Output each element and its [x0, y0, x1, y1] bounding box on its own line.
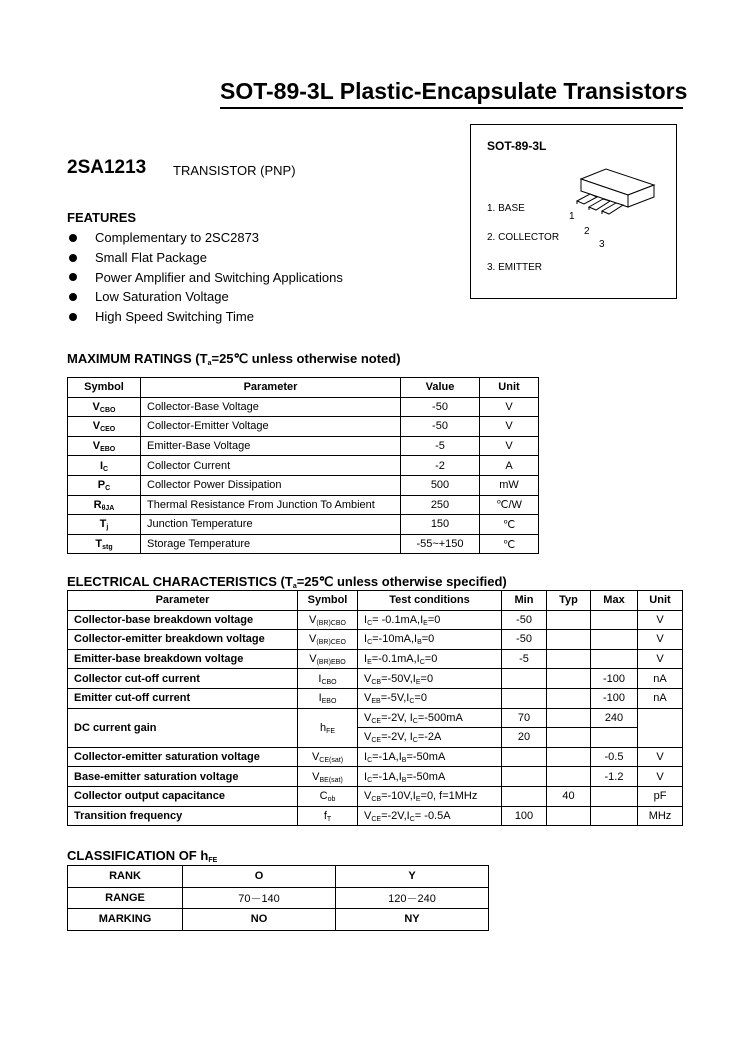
- feature-item: Small Flat Package: [67, 248, 343, 268]
- parameter-cell: Collector-Base Voltage: [141, 397, 401, 417]
- table-row: [68, 630, 683, 650]
- rank-y-cell: 120－240: [336, 887, 489, 909]
- parameter-cell: Transition frequency: [68, 806, 298, 826]
- table-row: [68, 456, 539, 476]
- min-cell: [502, 688, 547, 708]
- symbol-cell: $h_{FE}$: [298, 708, 358, 747]
- bullet-icon: [69, 254, 77, 262]
- unit-cell: V: [638, 610, 683, 630]
- parameter-cell: Collector Current: [141, 456, 401, 476]
- condition-cell: $V_{CE}=-2V$, $I_C=-2A$: [358, 728, 502, 748]
- symbol-cell: $I_C$: [68, 456, 141, 476]
- label-cell: RANGE: [68, 887, 183, 909]
- parameter-cell: Collector-base breakdown voltage: [68, 610, 298, 630]
- bullet-icon: [69, 313, 77, 321]
- column-header: Symbol: [298, 591, 358, 611]
- column-header: Typ: [547, 591, 591, 611]
- table-row: [68, 806, 683, 826]
- features-list: [67, 228, 343, 326]
- pin-emitter-label: 3. EMITTER: [487, 262, 543, 273]
- max-cell: [591, 610, 638, 630]
- condition-cell: $V_{CB}=-50V,I_E=0$: [358, 669, 502, 689]
- parameter-cell: Emitter-base breakdown voltage: [68, 649, 298, 669]
- symbol-cell: $V_{(BR)CEO}$: [298, 630, 358, 650]
- feature-item: High Speed Switching Time: [67, 307, 343, 327]
- max-cell: [591, 806, 638, 826]
- min-cell: [502, 767, 547, 787]
- unit-cell: pF: [638, 786, 683, 806]
- typ-cell: [547, 806, 591, 826]
- column-header: Symbol: [68, 378, 141, 398]
- feature-item: Power Amplifier and Switching Applications: [67, 267, 343, 287]
- symbol-cell: $V_{(BR)CBO}$: [298, 610, 358, 630]
- column-header: Parameter: [68, 591, 298, 611]
- unit-cell: MHz: [638, 806, 683, 826]
- min-cell: [502, 669, 547, 689]
- table-row: [68, 515, 539, 535]
- rank-y-cell: Y: [336, 866, 489, 888]
- electrical-heading: ELECTRICAL CHARACTERISTICS ($T_a=25℃$ unless otherwise specified): [67, 574, 507, 590]
- max-cell: [591, 786, 638, 806]
- table-row: [68, 909, 489, 931]
- symbol-cell: $V_{CBO}$: [68, 397, 141, 417]
- unit-cell: V: [480, 417, 539, 437]
- parameter-cell: Collector-emitter saturation voltage: [68, 747, 298, 767]
- label-cell: RANK: [68, 866, 183, 888]
- max-cell: -100: [591, 669, 638, 689]
- column-header: Unit: [480, 378, 539, 398]
- electrical-characteristics-table: [67, 590, 683, 826]
- min-cell: -5: [502, 649, 547, 669]
- min-cell: [502, 747, 547, 767]
- parameter-cell: Junction Temperature: [141, 515, 401, 535]
- parameter-cell: Storage Temperature: [141, 534, 401, 554]
- parameter-cell: Thermal Resistance From Junction To Ambient: [141, 495, 401, 515]
- feature-item: Complementary to 2SC2873: [67, 228, 343, 248]
- value-cell: -5: [401, 436, 480, 456]
- table-row: [68, 688, 683, 708]
- table-row: [68, 649, 683, 669]
- bullet-icon: [69, 234, 77, 242]
- parameter-cell: Collector Power Dissipation: [141, 475, 401, 495]
- typ-cell: [547, 708, 591, 728]
- table-row: [68, 436, 539, 456]
- classification-heading: CLASSIFICATION OF $h_{FE}$: [67, 848, 218, 864]
- pin-3-number: 3: [599, 239, 605, 250]
- table-row: [68, 417, 539, 437]
- feature-item: Low Saturation Voltage: [67, 287, 343, 307]
- symbol-cell: $T_{stg}$: [68, 534, 141, 554]
- parameter-cell: Collector-Emitter Voltage: [141, 417, 401, 437]
- unit-cell: V: [638, 767, 683, 787]
- max-ratings-table: [67, 377, 539, 554]
- rank-o-cell: O: [183, 866, 336, 888]
- symbol-cell: $P_C$: [68, 475, 141, 495]
- value-cell: 250: [401, 495, 480, 515]
- symbol-cell: $I_{CBO}$: [298, 669, 358, 689]
- rank-o-cell: NO: [183, 909, 336, 931]
- max-cell: [591, 649, 638, 669]
- table-row: [68, 767, 683, 787]
- parameter-cell: Collector cut-off current: [68, 669, 298, 689]
- table-row: [68, 610, 683, 630]
- max-cell: -0.5: [591, 747, 638, 767]
- part-number: 2SA1213: [67, 157, 147, 178]
- unit-cell: ℃/W: [480, 495, 539, 515]
- parameter-cell: Base-emitter saturation voltage: [68, 767, 298, 787]
- unit-cell: [638, 708, 683, 747]
- rank-o-cell: 70－140: [183, 887, 336, 909]
- max-ratings-heading: MAXIMUM RATINGS ($T_a=25℃$ unless otherwise noted): [67, 351, 401, 367]
- typ-cell: [547, 767, 591, 787]
- unit-cell: ℃: [480, 534, 539, 554]
- min-cell: [502, 786, 547, 806]
- unit-cell: ℃: [480, 515, 539, 535]
- parameter-cell: Emitter-Base Voltage: [141, 436, 401, 456]
- min-cell: 100: [502, 806, 547, 826]
- condition-cell: $V_{CB}=-10V,I_E=0$, f=1MHz: [358, 786, 502, 806]
- typ-cell: [547, 728, 591, 748]
- title-underline: [220, 107, 683, 109]
- table-row: [68, 887, 489, 909]
- symbol-cell: $V_{EBO}$: [68, 436, 141, 456]
- symbol-cell: $R_{\theta JA}$: [68, 495, 141, 515]
- bullet-icon: [69, 273, 77, 281]
- page-title: SOT-89-3L Plastic-Encapsulate Transistors: [220, 78, 688, 104]
- typ-cell: [547, 610, 591, 630]
- symbol-cell: $I_{EBO}$: [298, 688, 358, 708]
- label-cell: MARKING: [68, 909, 183, 931]
- value-cell: -50: [401, 417, 480, 437]
- parameter-cell: DC current gain: [68, 708, 298, 747]
- parameter-cell: Collector output capacitance: [68, 786, 298, 806]
- features-heading: FEATURES: [67, 210, 137, 225]
- max-cell: -100: [591, 688, 638, 708]
- unit-cell: mW: [480, 475, 539, 495]
- condition-cell: $I_E=-0.1mA,I_C=0$: [358, 649, 502, 669]
- typ-cell: [547, 688, 591, 708]
- unit-cell: V: [480, 397, 539, 417]
- value-cell: 500: [401, 475, 480, 495]
- min-cell: 70: [502, 708, 547, 728]
- bullet-icon: [69, 293, 77, 301]
- table-row: [68, 747, 683, 767]
- parameter-cell: Collector-emitter breakdown voltage: [68, 630, 298, 650]
- symbol-cell: $V_{BE(sat)}$: [298, 767, 358, 787]
- rank-y-cell: NY: [336, 909, 489, 931]
- unit-cell: V: [638, 747, 683, 767]
- typ-cell: [547, 669, 591, 689]
- unit-cell: V: [480, 436, 539, 456]
- condition-cell: $V_{EB}=-5V,I_C=0$: [358, 688, 502, 708]
- condition-cell: $I_C=-10mA,I_B=0$: [358, 630, 502, 650]
- value-cell: -55~+150: [401, 534, 480, 554]
- condition-cell: $I_C= -0.1mA,I_E=0$: [358, 610, 502, 630]
- table-row: [68, 866, 489, 888]
- symbol-cell: $V_{CE(sat)}$: [298, 747, 358, 767]
- max-cell: [591, 728, 638, 748]
- unit-cell: V: [638, 630, 683, 650]
- min-cell: -50: [502, 610, 547, 630]
- package-name: SOT-89-3L: [487, 139, 547, 153]
- package-box: [470, 124, 677, 299]
- table-row: [68, 397, 539, 417]
- symbol-cell: $T_j$: [68, 515, 141, 535]
- max-cell: 240: [591, 708, 638, 728]
- table-row: [68, 786, 683, 806]
- pin-base-label: 1. BASE: [487, 203, 525, 214]
- column-header: Value: [401, 378, 480, 398]
- min-cell: -50: [502, 630, 547, 650]
- symbol-cell: $V_{(BR)EBO}$: [298, 649, 358, 669]
- value-cell: 150: [401, 515, 480, 535]
- min-cell: 20: [502, 728, 547, 748]
- pin-1-number: 1: [569, 211, 575, 222]
- max-cell: -1.2: [591, 767, 638, 787]
- sot89-package-icon: [566, 163, 666, 253]
- table-row: [68, 669, 683, 689]
- pin-collector-label: 2. COLLECTOR: [487, 232, 560, 243]
- condition-cell: $I_C=-1A,I_B=-50mA$: [358, 767, 502, 787]
- condition-cell: $I_C=-1A,I_B=-50mA$: [358, 747, 502, 767]
- classification-table: [67, 865, 489, 931]
- symbol-cell: $V_{CEO}$: [68, 417, 141, 437]
- typ-cell: [547, 630, 591, 650]
- column-header: Test conditions: [358, 591, 502, 611]
- part-type: TRANSISTOR (PNP): [173, 163, 296, 178]
- table-row: [68, 708, 683, 728]
- unit-cell: nA: [638, 669, 683, 689]
- condition-cell: $V_{CE}=-2V$, $I_C=-500mA$: [358, 708, 502, 728]
- table-row: [68, 475, 539, 495]
- pin-2-number: 2: [584, 226, 590, 237]
- unit-cell: nA: [638, 688, 683, 708]
- condition-cell: $V_{CE}=-2V,I_C= -0.5A$: [358, 806, 502, 826]
- table-row: [68, 495, 539, 515]
- table-row: [68, 534, 539, 554]
- column-header: Max: [591, 591, 638, 611]
- typ-cell: [547, 747, 591, 767]
- symbol-cell: $f_T$: [298, 806, 358, 826]
- unit-cell: V: [638, 649, 683, 669]
- typ-cell: 40: [547, 786, 591, 806]
- symbol-cell: $C_{ob}$: [298, 786, 358, 806]
- value-cell: -50: [401, 397, 480, 417]
- unit-cell: A: [480, 456, 539, 476]
- parameter-cell: Emitter cut-off current: [68, 688, 298, 708]
- column-header: Min: [502, 591, 547, 611]
- value-cell: -2: [401, 456, 480, 476]
- max-cell: [591, 630, 638, 650]
- column-header: Unit: [638, 591, 683, 611]
- typ-cell: [547, 649, 591, 669]
- column-header: Parameter: [141, 378, 401, 398]
